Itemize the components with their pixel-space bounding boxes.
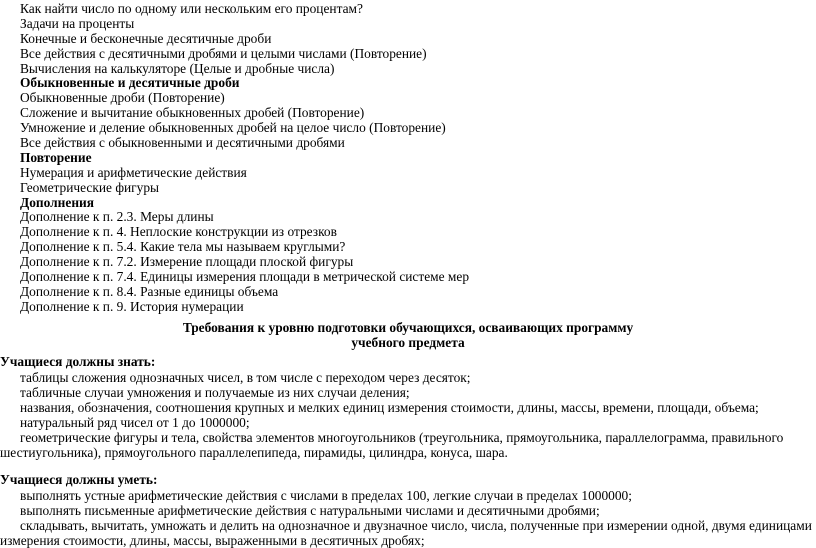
topic-item: Умножение и деление обыкновенных дробей на целое число (Повторение)	[20, 120, 446, 136]
topic-item: Геометрические фигуры	[20, 179, 160, 195]
topic-item: Задачи на проценты	[20, 15, 135, 31]
topic-item: Дополнение к п. 8.4. Разные единицы объема	[20, 283, 279, 299]
requirements-heading-line: Требования к уровню подготовки обучающихся, осваивающих программу	[182, 320, 634, 335]
section-heading: Повторение	[20, 149, 92, 165]
topic-item: Все действия с десятичными дробями и целыми числами (Повторение)	[20, 45, 427, 61]
list-item	[0, 488, 816, 503]
skills-heading: Учащиеся должны уметь:	[0, 472, 158, 487]
section-heading: Дополнения	[20, 194, 94, 210]
list-item	[0, 503, 816, 518]
topic-item: Обыкновенные дроби (Повторение)	[20, 90, 225, 106]
topic-item: Все действия с обыкновенными и десятичными дробями	[20, 135, 345, 151]
topic-item: Нумерация и арифметические действия	[20, 164, 247, 180]
list-item-text: таблицы сложения однозначных чисел, в том числе с переходом через десяток;	[20, 370, 471, 385]
topic-item: Дополнение к п. 9. История нумерации	[20, 298, 244, 314]
topic-item: Дополнение к п. 7.4. Единицы измерения площади в метрической системе мер	[20, 269, 470, 285]
list-item-text: геометрические фигуры и тела, свойства элементов многоугольников (треугольника, прямоугольника, параллелограмма, правильного	[20, 430, 784, 445]
topic-item: Дополнение к п. 7.2. Измерение площади плоской фигуры	[20, 254, 354, 270]
requirements-heading	[0, 320, 816, 350]
list-item	[0, 385, 816, 400]
list-item	[0, 415, 816, 430]
topic-item: Сложение и вычитание обыкновенных дробей (Повторение)	[20, 105, 365, 121]
topic-item: Дополнение к п. 2.3. Меры длины	[20, 209, 214, 225]
topic-item: Как найти число по одному или нескольким его процентам?	[20, 1, 363, 16]
list-item-text: выполнять письменные арифметические действия с натуральными числами и десятичными дробями;	[20, 503, 600, 518]
list-item-continuation: шестиугольника), прямоугольного параллелепипеда, пирамиды, цилиндра, конуса, шара.	[0, 445, 508, 460]
list-item	[0, 430, 816, 460]
topic-item: Дополнение к п. 4. Неплоские конструкции из отрезков	[20, 224, 337, 240]
list-item-text: названия, обозначения, соотношения крупных и мелких единиц измерения стоимости, длины, массы, времени, площади, объема;	[20, 400, 759, 415]
skills-list	[0, 488, 816, 548]
list-item	[0, 370, 816, 385]
list-item	[0, 400, 816, 415]
requirements-heading-line: учебного предмета	[351, 335, 465, 350]
topic-item: Дополнение к п. 5.4. Какие тела мы называем круглыми?	[20, 239, 346, 255]
know-heading: Учащиеся должны знать:	[0, 354, 156, 369]
section-heading: Обыкновенные и десятичные дроби	[20, 75, 240, 91]
topic-item: Конечные и бесконечные десятичные дроби	[20, 30, 272, 46]
list-item-text: табличные случаи умножения и получаемые из них случаи деления;	[20, 385, 410, 400]
know-list	[0, 370, 816, 460]
list-item-continuation: измерения стоимости, длины, массы, выраженными в десятичных дробях;	[0, 533, 425, 548]
list-item-text: выполнять устные арифметические действия с числами в пределах 100, легкие случаи в пределах 1000000;	[20, 488, 632, 503]
topic-item: Вычисления на калькуляторе (Целые и дробные числа)	[20, 60, 335, 76]
topic-list	[20, 2, 469, 315]
list-item-text: складывать, вычитать, умножать и делить на однозначное и двузначное число, числа, полученные при измерении одной, двумя единицами	[20, 518, 812, 533]
list-item-text: натуральный ряд чисел от 1 до 1000000;	[20, 415, 250, 430]
